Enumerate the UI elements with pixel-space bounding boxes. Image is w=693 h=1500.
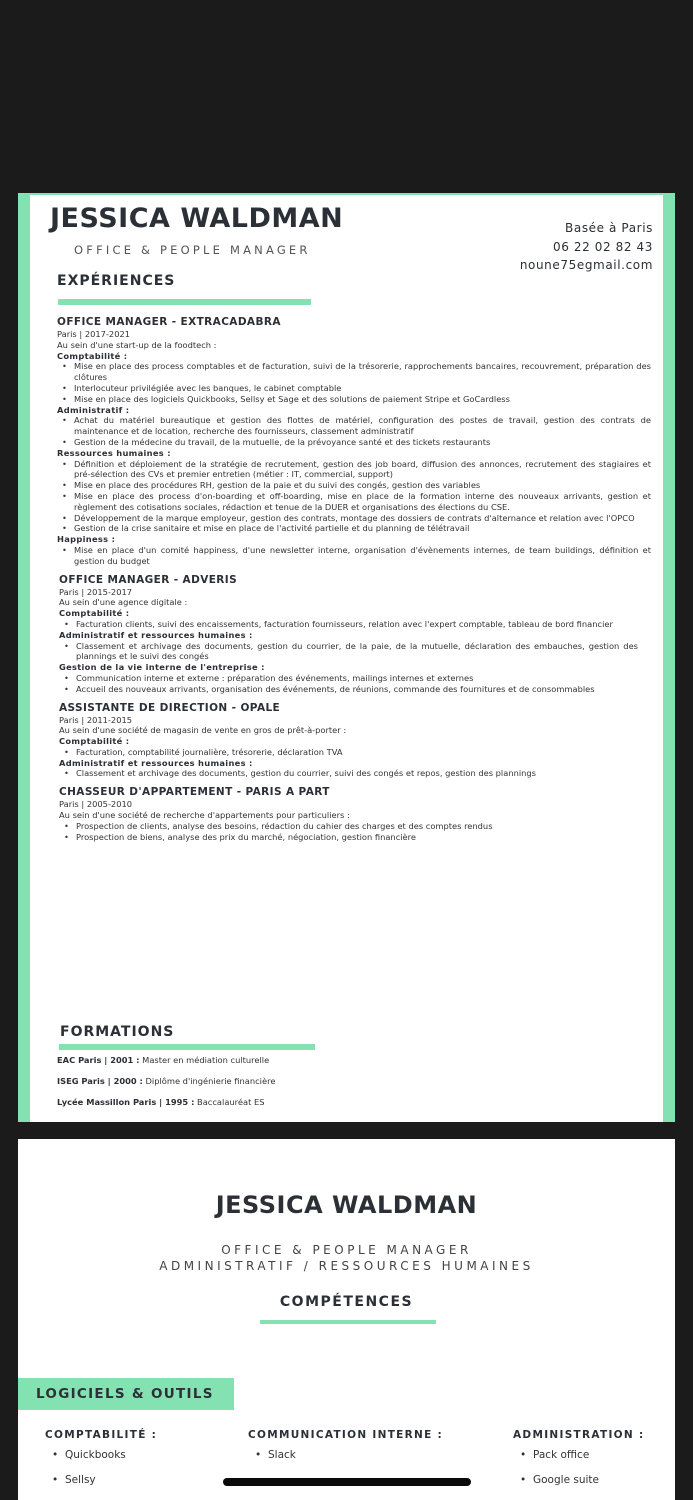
formation-school: ISEG Paris | 2000 : — [57, 1076, 143, 1086]
job-title: OFFICE MANAGER - ADVERIS — [59, 573, 238, 586]
job-bullet-list — [57, 415, 651, 447]
job-title: ASSISTANTE DE DIRECTION - OPALE — [59, 701, 281, 714]
job-bullet-item: • Prospection de clients, analyse des besoins, rédaction du cahier des charges et des comptes rendus — [59, 821, 638, 832]
job-section-heading: Administratif et ressources humaines : — [59, 757, 253, 768]
job-bullet-item: • Définition et déploiement de la stratégie de recrutement, gestion des job board, diffusion des annonces, recrutement des stagiaires et pré-sélection des CVs et premier entretien (métier : IT, commercial, support) — [57, 459, 651, 481]
job-bullet-item: • Mise en place des process d'on-boarding et off-boarding, mise en place de la formation interne des nouveaux arrivants, gestion et règlement des cotisations sociales, rédaction et tenue de la DUER et organisations des élections du CSE. — [57, 491, 651, 513]
resume-page-1 — [18, 193, 675, 1122]
job-bullet-list — [59, 619, 638, 630]
job-entry — [57, 315, 651, 567]
job-bullet-list — [59, 768, 638, 779]
job-bullet-item: • Accueil des nouveaux arrivants, organisation des événements, de réunions, commande des fournitures et de consommables — [59, 684, 638, 695]
formations-list — [57, 1055, 275, 1118]
formations-accent-bar — [59, 1044, 315, 1050]
home-indicator[interactable] — [223, 1478, 471, 1486]
job-period: Paris | 2015-2017 — [59, 586, 133, 597]
formation-item — [57, 1076, 275, 1087]
skills-column-title: ADMINISTRATION : — [513, 1429, 645, 1441]
contact-block — [520, 219, 653, 275]
job-context: Au sein d'une start-up de la foodtech : — [57, 339, 217, 350]
job-bullet-list — [59, 747, 638, 758]
job-bullet-list — [59, 821, 638, 843]
job-period: Paris | 2017-2021 — [57, 329, 131, 339]
formation-item — [57, 1097, 275, 1108]
job-section-heading: Administratif et ressources humaines : — [59, 629, 253, 640]
job-bullet-item: • Mise en place des procédures RH, gestion de la paie et du suivi des congés, gestion des variables — [57, 480, 651, 491]
job-section-heading: Comptabilité : — [59, 608, 130, 619]
job-title: CHASSEUR D'APPARTEMENT - PARIS A PART — [59, 786, 330, 799]
formation-degree: Diplôme d'ingénierie financière — [145, 1076, 276, 1086]
skills-column-internal-communication — [248, 1429, 443, 1474]
job-context: Au sein d'une société de magasin de vente en gros de prêt-à-porter : — [59, 725, 347, 736]
page2-role-block — [18, 1242, 675, 1274]
experiences-list — [57, 315, 651, 848]
job-section-heading: Administratif : — [57, 404, 130, 415]
job-bullet-list — [57, 361, 651, 404]
job-bullet-item: • Facturation clients, suivi des encaissements, facturation fournisseurs, relation avec l'expert comptable, tableau de bord financier — [59, 619, 638, 630]
job-bullet-item: • Développement de la marque employeur, gestion des contrats, montage des dossiers de contrats d'alternance et relation avec l'OPCO — [57, 513, 651, 524]
job-bullet-item: • Gestion de la crise sanitaire et mise en place de l'activité partielle et du planning de télétravail — [57, 523, 651, 534]
job-bullet-list — [57, 545, 651, 567]
skill-item: • Pack office — [513, 1449, 644, 1462]
job-entry — [57, 785, 638, 842]
contact-phone: 06 22 02 82 43 — [552, 239, 653, 254]
job-section-heading: Comptabilité : — [57, 350, 128, 361]
formation-school: EAC Paris | 2001 : — [57, 1055, 140, 1065]
resume-page-1-content — [30, 195, 663, 1122]
job-bullet-item: • Mise en place des process comptables et de facturation, suivi de la trésorerie, rapprochements bancaires, recouvrement, préparation des clôtures — [57, 361, 651, 383]
skills-column-administration — [513, 1429, 644, 1499]
job-period: Paris | 2011-2015 — [59, 714, 133, 725]
job-section-heading: Comptabilité : — [59, 736, 130, 747]
job-section-heading: Happiness : — [57, 534, 116, 545]
contact-email: noune75egmail.com — [519, 258, 653, 272]
experiences-accent-bar — [58, 299, 311, 305]
candidate-role: OFFICE & PEOPLE MANAGER — [74, 243, 311, 257]
job-entry — [57, 573, 638, 695]
competences-accent-bar — [260, 1320, 436, 1324]
formation-degree: Baccalauréat ES — [197, 1097, 265, 1107]
tools-banner — [18, 1378, 234, 1410]
skill-item: • Quickbooks — [45, 1449, 157, 1462]
resume-page-2 — [18, 1139, 675, 1500]
job-bullet-item: • Facturation, comptabilité journalière, trésorerie, déclaration TVA — [59, 747, 638, 758]
job-bullet-list — [59, 641, 638, 663]
job-bullet-item: • Interlocuteur privilégiée avec les banques, le cabinet comptable — [57, 383, 651, 394]
job-context: Au sein d'une société de recherche d'appartements pour particuliers : — [59, 810, 350, 821]
job-bullet-item: • Achat du matériel bureautique et gestion des flottes de matériel, configuration des postes de travail, gestion des contrats de maintenance et de location, recherche des fournisseurs, classement administratif — [57, 415, 651, 437]
skill-item: • Slack — [248, 1449, 443, 1462]
formation-school: Lycée Massillon Paris | 1995 : — [57, 1097, 195, 1107]
job-bullet-item: • Communication interne et externe : préparation des événements, mailings internes et externes — [59, 673, 638, 684]
skills-column-accounting — [45, 1429, 157, 1499]
job-period: Paris | 2005-2010 — [59, 799, 133, 810]
skill-item: • Google suite — [513, 1474, 644, 1487]
job-section-heading: Gestion de la vie interne de l'entreprise : — [59, 662, 265, 673]
job-bullet-list — [57, 459, 651, 535]
formations-title: FORMATIONS — [60, 1024, 175, 1040]
formation-item — [57, 1055, 275, 1066]
job-title: OFFICE MANAGER - EXTRACADABRA — [57, 316, 281, 328]
job-bullet-item: • Classement et archivage des documents, gestion du courrier, de la paie, de la mutuelle, déclaration des embauches, gestion des plannings et le suivi des congés — [59, 641, 638, 663]
job-bullet-item: • Classement et archivage des documents, gestion du courrier, suivi des congés et repos, gestion des plannings — [59, 768, 638, 779]
skills-column-title: COMMUNICATION INTERNE : — [248, 1429, 444, 1441]
tools-title: LOGICIELS & OUTILS — [36, 1386, 214, 1402]
contact-location: Basée à Paris — [565, 221, 653, 235]
page2-role-line2: ADMINISTRATIF / RESSOURCES HUMAINES — [159, 1259, 534, 1273]
job-bullet-item: • Gestion de la médecine du travail, de la mutuelle, de la prévoyance santé et des tickets restaurants — [57, 437, 651, 448]
job-bullet-item: • Prospection de biens, analyse des prix du marché, négociation, gestion financière — [59, 832, 638, 843]
job-bullet-list — [59, 673, 638, 695]
formation-degree: Master en médiation culturelle — [142, 1055, 270, 1065]
job-bullet-item: • Mise en place d'un comité happiness, d'une newsletter interne, organisation d'évènements internes, de team buildings, définition et gestion du budget — [57, 545, 651, 567]
page2-role-line1: OFFICE & PEOPLE MANAGER — [221, 1243, 472, 1257]
job-context: Au sein d'une agence digitale : — [59, 597, 188, 608]
job-entry — [57, 701, 638, 780]
job-bullet-item: • Mise en place des logiciels Quickbooks, Sellsy et Sage et des solutions de paiement Stripe et GoCardless — [57, 394, 651, 405]
page2-candidate-name: JESSICA WALDMAN — [215, 1191, 478, 1219]
competences-title: COMPÉTENCES — [279, 1294, 414, 1310]
skill-item: • Sellsy — [45, 1474, 157, 1487]
skills-column-title: COMPTABILITÉ : — [45, 1429, 158, 1441]
job-section-heading: Ressources humaines : — [57, 447, 171, 458]
candidate-name: JESSICA WALDMAN — [50, 203, 344, 234]
experiences-title: EXPÉRIENCES — [57, 273, 176, 289]
